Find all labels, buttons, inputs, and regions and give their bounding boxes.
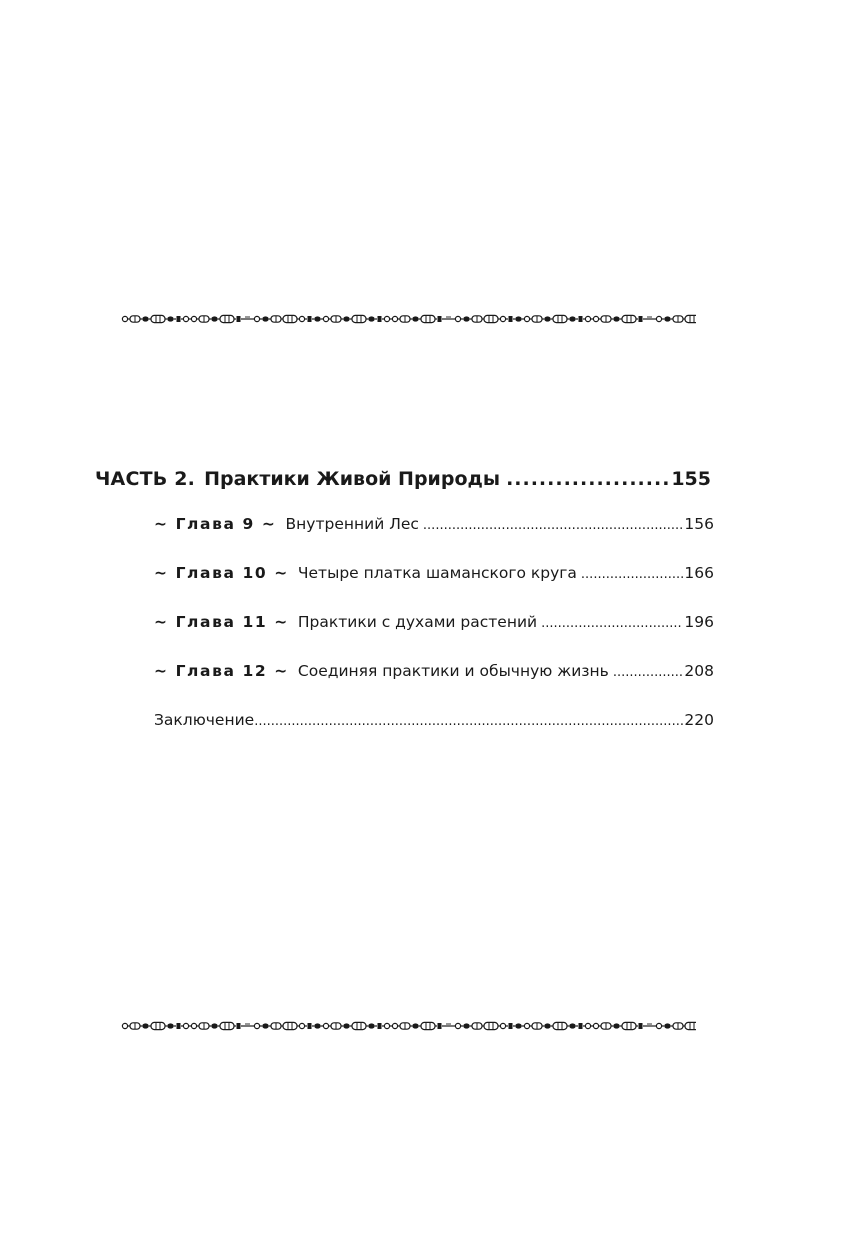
dot-leader — [506, 468, 669, 490]
page-number: 156 — [684, 515, 714, 533]
chapter-label: ~ Глава 12 ~ — [154, 662, 289, 680]
toc-entry-conclusion[interactable] — [154, 711, 714, 729]
chapter-title: Соединяя практики и обычную жизнь — [297, 662, 609, 680]
chapter-title: Внутренний Лес — [285, 515, 419, 533]
toc-entry[interactable] — [154, 515, 714, 533]
toc-entry[interactable] — [154, 662, 714, 680]
page-number: 196 — [684, 613, 714, 631]
bead-chain-ornament — [120, 313, 696, 325]
ornament-divider-bottom — [120, 1020, 696, 1032]
ornament-divider-top — [120, 313, 696, 325]
chapter-title: Заключение — [154, 711, 255, 729]
part-page-number: 155 — [671, 468, 711, 490]
part-label: ЧАСТЬ 2. — [95, 468, 196, 490]
dot-leader — [541, 616, 683, 631]
toc-entry[interactable] — [154, 564, 714, 582]
chapter-title: Практики с духами растений — [297, 613, 538, 631]
toc-part-heading[interactable] — [95, 468, 711, 490]
page-number: 208 — [684, 662, 714, 680]
bead-chain-ornament — [120, 1020, 696, 1032]
dot-leader — [581, 567, 683, 582]
part-title: Практики Живой Природы — [204, 468, 501, 490]
page-number: 166 — [684, 564, 714, 582]
chapter-label: ~ Глава 9 ~ — [154, 515, 277, 533]
chapter-label: ~ Глава 11 ~ — [154, 613, 289, 631]
page-number: 220 — [684, 711, 714, 729]
dot-leader — [254, 714, 683, 729]
dot-leader — [423, 518, 683, 533]
chapter-title: Четыре платка шаманского круга — [297, 564, 577, 582]
toc-entry[interactable] — [154, 613, 714, 631]
chapter-label: ~ Глава 10 ~ — [154, 564, 289, 582]
dot-leader — [613, 665, 684, 680]
